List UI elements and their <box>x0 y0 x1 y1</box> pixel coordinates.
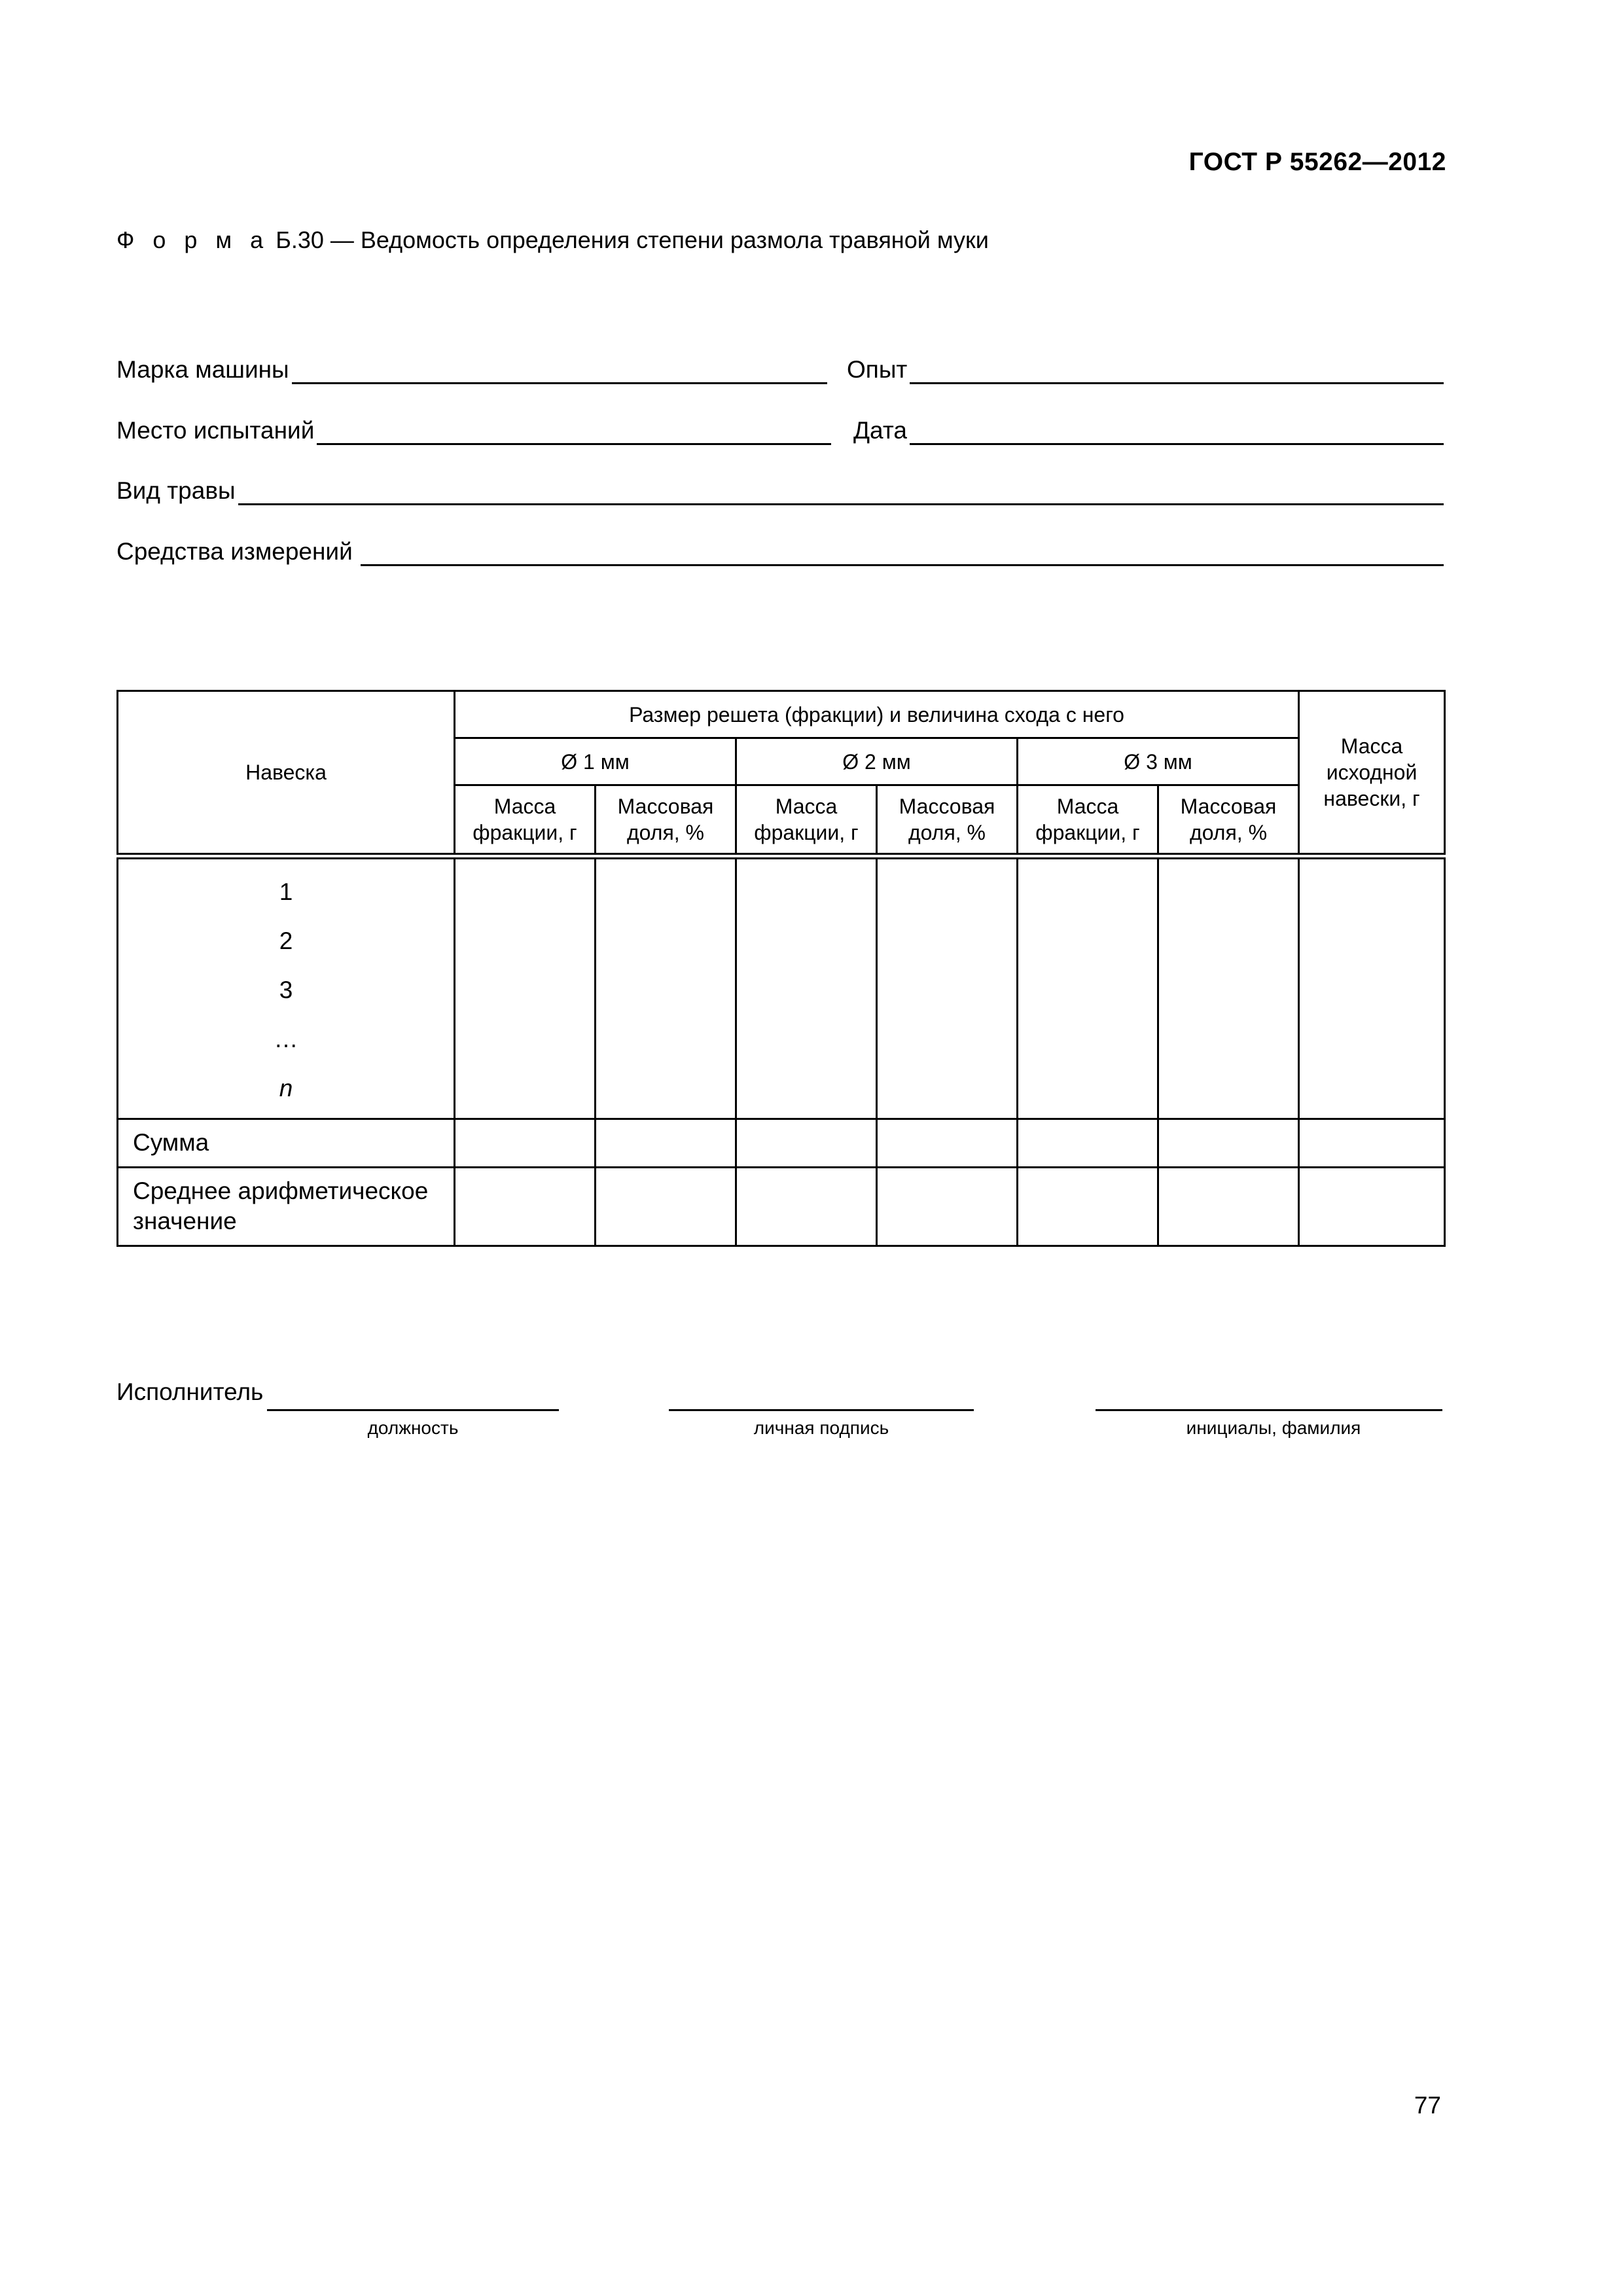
machine-brand-label: Марка машины <box>116 356 289 383</box>
data-cell[interactable] <box>736 856 877 1119</box>
row-number: 1 <box>279 878 293 905</box>
data-cell[interactable] <box>877 1119 1018 1167</box>
position-line[interactable] <box>267 1407 559 1411</box>
date-label: Дата <box>853 417 907 444</box>
position-caption: должность <box>367 1418 459 1438</box>
sieve-2mm-header: Ø 2 мм <box>736 738 1018 785</box>
data-cell[interactable] <box>596 1119 736 1167</box>
sieve-1mm-header: Ø 1 мм <box>455 738 736 785</box>
initial-mass-header: Масса исходной навески, г <box>1299 691 1445 856</box>
data-cell[interactable] <box>877 1167 1018 1246</box>
page-number: 77 <box>1414 2092 1441 2119</box>
measuring-tools-field[interactable] <box>116 533 1444 566</box>
sieve-3mm-header: Ø 3 мм <box>1018 738 1299 785</box>
signature-line[interactable] <box>669 1407 974 1411</box>
mass-col-header: Масса фракции, г <box>455 785 596 856</box>
grass-type-line[interactable] <box>238 473 1444 505</box>
name-line[interactable] <box>1096 1407 1442 1411</box>
executor-label: Исполнитель <box>116 1378 264 1405</box>
standard-code: ГОСТ Р 55262—2012 <box>1188 148 1446 176</box>
date-line[interactable] <box>910 413 1444 445</box>
experiment-field[interactable] <box>847 351 1444 384</box>
row-number: n <box>279 1074 293 1102</box>
data-cell[interactable] <box>455 1119 596 1167</box>
signature-caption: личная подпись <box>753 1418 889 1438</box>
data-cell[interactable] <box>1018 1119 1158 1167</box>
data-cell[interactable] <box>1018 856 1158 1119</box>
name-caption: инициалы, фамилия <box>1186 1418 1361 1438</box>
test-site-line[interactable] <box>317 413 831 445</box>
data-cell[interactable] <box>1158 856 1299 1119</box>
data-cell[interactable] <box>596 856 736 1119</box>
sum-row-label: Сумма <box>118 1119 455 1167</box>
measuring-tools-line[interactable] <box>361 534 1444 566</box>
data-cell[interactable] <box>736 1119 877 1167</box>
mass-col-header: Масса фракции, г <box>736 785 877 856</box>
row-number: … <box>274 1025 298 1052</box>
row-number: 2 <box>279 927 293 954</box>
data-cell[interactable] <box>1299 1167 1445 1246</box>
grass-type-field[interactable] <box>116 473 1444 505</box>
mean-row-label: Среднее арифметическое значение <box>118 1167 455 1246</box>
form-label: Ф о р м а <box>116 226 270 253</box>
experiment-line[interactable] <box>910 352 1444 384</box>
data-cell[interactable] <box>1018 1167 1158 1246</box>
data-cell[interactable] <box>1299 856 1445 1119</box>
data-cell[interactable] <box>877 856 1018 1119</box>
sample-numbers-cell <box>118 856 455 1119</box>
data-cell[interactable] <box>455 1167 596 1246</box>
data-cell[interactable] <box>1158 1167 1299 1246</box>
data-cell[interactable] <box>455 856 596 1119</box>
date-field[interactable] <box>853 412 1444 445</box>
machine-brand-field[interactable] <box>116 351 827 384</box>
data-cell[interactable] <box>736 1167 877 1246</box>
form-number: Б.30 — Ведомость определения степени размола травяной муки <box>276 226 989 253</box>
sample-header: Навеска <box>118 691 455 856</box>
data-cell[interactable] <box>1158 1119 1299 1167</box>
measuring-tools-label: Средства измерений <box>116 538 353 565</box>
test-site-field[interactable] <box>116 412 831 445</box>
grass-type-label: Вид травы <box>116 477 236 504</box>
mass-col-header: Масса фракции, г <box>1018 785 1158 856</box>
share-col-header: Массовая доля, % <box>877 785 1018 856</box>
experiment-label: Опыт <box>847 356 908 383</box>
machine-brand-line[interactable] <box>292 352 827 384</box>
test-site-label: Место испытаний <box>116 417 315 444</box>
form-title <box>116 226 989 254</box>
share-col-header: Массовая доля, % <box>1158 785 1299 856</box>
sieve-header: Размер решета (фракции) и величина схода с него <box>455 691 1299 738</box>
share-col-header: Массовая доля, % <box>596 785 736 856</box>
data-cell[interactable] <box>596 1167 736 1246</box>
grinding-degree-table <box>116 690 1446 1247</box>
data-cell[interactable] <box>1299 1119 1445 1167</box>
row-number: 3 <box>279 976 293 1003</box>
